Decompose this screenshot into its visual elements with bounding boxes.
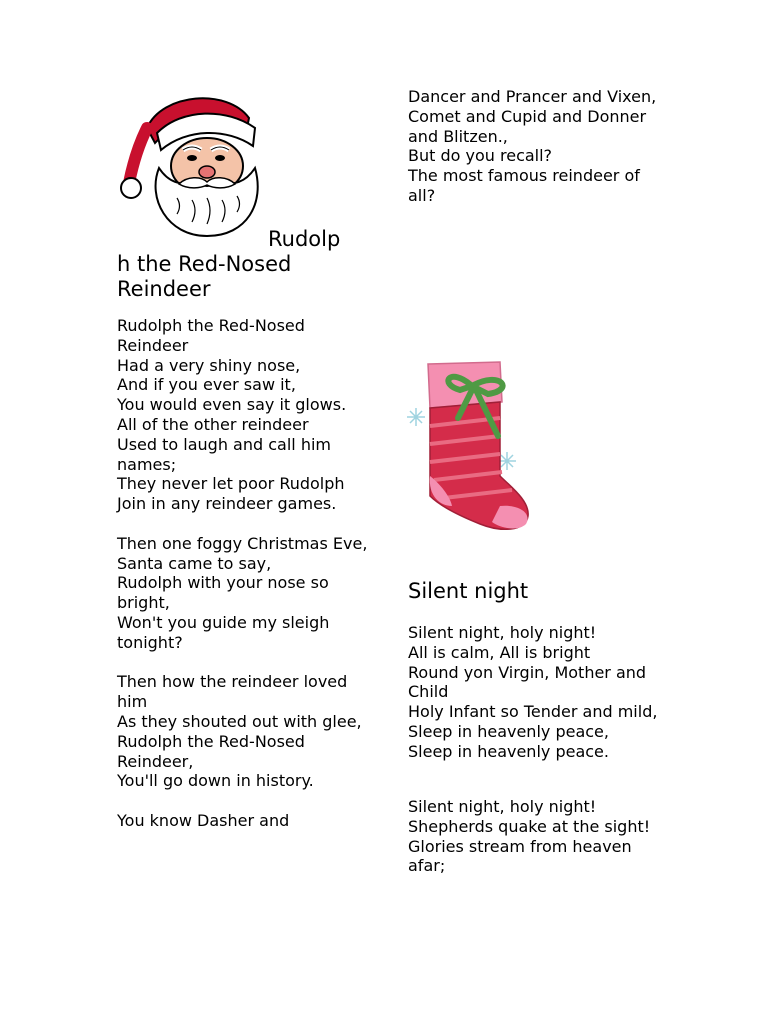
left-column	[117, 88, 379, 847]
rudolph-lyrics-left: Rudolph the Red-Nosed Reindeer Had a very shiny nose, And if you ever saw it, You would even say it glows. All of the other reindeer Used to laugh and call him names; They never let poor Rudolph Join in any reindeer games. Then one foggy Christmas Eve, Santa came to say, Rudolph with your nose so bright, Won't you guide my sleigh tonight? Then how the reindeer loved him As they shouted out with glee, Rudolph the Red-Nosed Reindeer, You'll go down in history. You know Dasher and	[117, 316, 368, 830]
rudolph-lyrics-right: Dancer and Prancer and Vixen, Comet and Cupid and Donner and Blitzen., But do you recall? The most famous reindeer of all?	[408, 87, 657, 205]
silent-night-verse1: Silent night, holy night! All is calm, All is bright Round yon Virgin, Mother and Child Holy Infant so Tender and mild, Sleep in heavenly peace, Sleep in heavenly peace.	[408, 623, 658, 761]
stocking-icon	[400, 356, 540, 536]
right-column	[408, 87, 668, 206]
rudolph-title-rest: h the Red-Nosed Reindeer	[117, 252, 292, 301]
rudolph-title-line1: Rudolp	[268, 227, 341, 251]
rudolph-title	[117, 227, 379, 302]
silent-night-verse2: Silent night, holy night! Shepherds quake at the sight! Glories stream from heaven afar;	[408, 797, 651, 876]
silent-night-title: Silent night	[408, 579, 529, 603]
santa-icon	[117, 88, 267, 238]
